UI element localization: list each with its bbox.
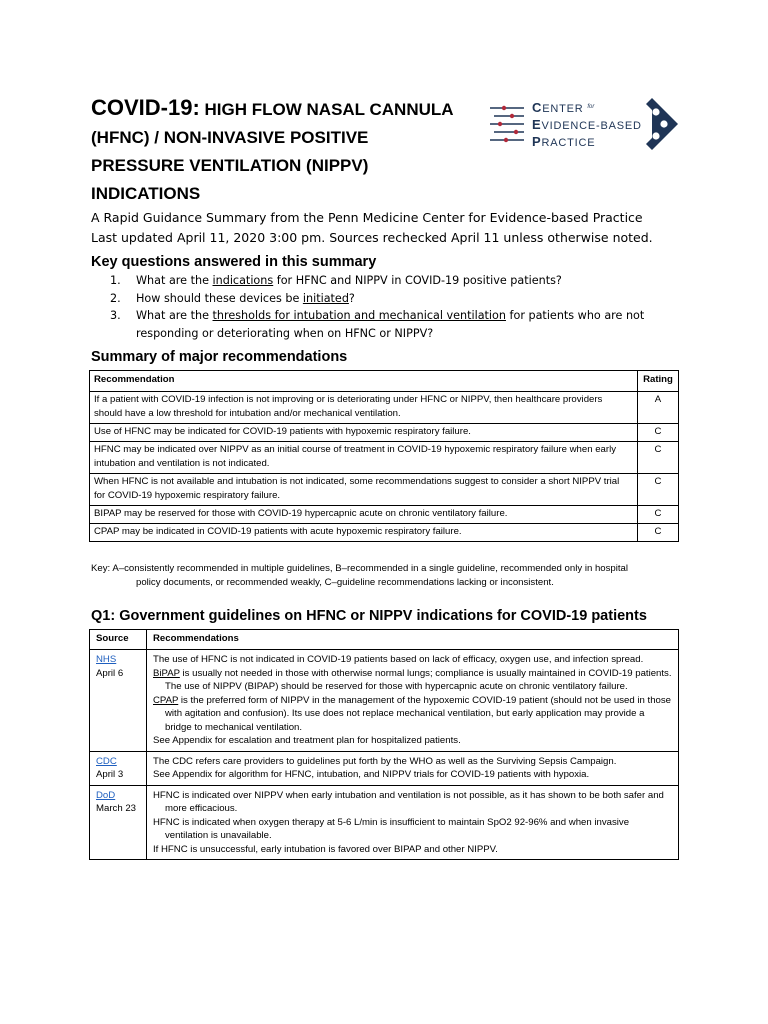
document-title [91, 94, 491, 208]
key-questions-heading: Key questions answered in this summary [91, 254, 377, 270]
logo-cap-c: C [532, 100, 543, 115]
logo-evidence: VIDENCE-BASED [541, 120, 642, 132]
center-logo [490, 96, 680, 152]
logo-diamond-icon [642, 96, 682, 152]
question-number: 2. [110, 291, 121, 305]
rating-cell: C [638, 524, 679, 542]
table-row [90, 506, 679, 524]
recommendation-cell: Use of HFNC may be indicated for COVID-19 patients with hypoxemic respiratory failure. [90, 424, 638, 442]
source-date: April 3 [96, 769, 124, 780]
source-link-dod[interactable]: DoD [96, 789, 116, 801]
question-text: What are the [136, 309, 213, 322]
question-number: 3. [110, 309, 121, 322]
item-text: is the preferred form of NIPPV in the management of the hypoxemic COVID-19 patient (should not be used in those with agitation and confusion). Its use does not replace mechanical ventilation, but early application may provide a bridge to mechanical ventilation. [165, 694, 671, 733]
title-line4: INDICATIONS [91, 184, 201, 203]
source-date: April 6 [96, 667, 124, 679]
table-row [90, 442, 679, 474]
table-header-row [90, 630, 679, 650]
source-cell [90, 650, 147, 752]
rating-cell: A [638, 392, 679, 424]
item-underlined: BiPAP [153, 667, 180, 679]
question-underlined: initiated [302, 291, 349, 305]
recommendation-cell: If a patient with COVID-19 infection is not improving or is deteriorating under HFNC or NIPPV, then healthcare providers should have a low threshold for intubation and/or mechanical ventilation. [90, 392, 638, 424]
table-row [90, 751, 679, 785]
recommendations-table [89, 370, 679, 542]
recommendation-cell: CPAP may be indicated in COVID-19 patients with acute hypoxemic respiratory failure. [90, 524, 638, 542]
rating-cell: C [638, 474, 679, 506]
item-underlined: CPAP [153, 694, 179, 706]
list-item [153, 667, 672, 694]
rating-key-line2: policy documents, or recommended weakly, C–guideline recommendations lacking or inconsistent. [136, 577, 554, 588]
table-row [90, 392, 679, 424]
table-header-row [90, 371, 679, 392]
summary-heading: Summary of major recommendations [91, 349, 348, 365]
rating-cell: C [638, 424, 679, 442]
list-item [110, 307, 690, 342]
subtitle-line1: A Rapid Guidance Summary from the Penn Medicine Center for Evidence-based Practice [91, 210, 643, 225]
title-line2: (HFNC) / NON-INVASIVE POSITIVE [91, 128, 369, 147]
source-cell [90, 751, 147, 785]
question-underlined: indications [212, 274, 274, 287]
column-header-recommendations: Recommendations [147, 630, 679, 650]
recommendation-cell: HFNC may be indicated over NIPPV as an initial course of treatment in COVID-19 hypoxemic respiratory failure when early intubation and ventilation is not indicated. [90, 442, 638, 474]
recommendations-cell [147, 785, 679, 860]
logo-for: for [587, 104, 595, 110]
list-item: If HFNC is unsuccessful, early intubation is favored over BIPAP and other NIPPV. [153, 843, 498, 855]
logo-cap-e: E [532, 117, 542, 132]
table-row [90, 785, 679, 860]
question-number: 1. [110, 274, 121, 287]
subtitle-line2: Last updated April 11, 2020 3:00 pm. Sources rechecked April 11 unless otherwise noted. [91, 230, 653, 245]
source-link-nhs[interactable]: NHS [96, 654, 117, 665]
question-underlined: thresholds for intubation and mechanical ventilation [212, 309, 506, 322]
list-item: See Appendix for algorithm for HFNC, intubation, and NIPPV trials for COVID-19 patients with hypoxia. [153, 769, 590, 780]
guidelines-table [89, 629, 679, 860]
list-item: See Appendix for escalation and treatment plan for hospitalized patients. [153, 735, 461, 746]
question-text: responding or deteriorating when on HFNC or NIPPV? [136, 326, 434, 340]
document-subtitle [91, 208, 691, 248]
logo-cap-p: P [532, 134, 542, 149]
question-text: for HFNC and NIPPV in COVID-19 positive patients? [273, 274, 562, 287]
title-prefix: COVID-19: [91, 95, 200, 120]
table-row [90, 650, 679, 752]
title-line1: HIGH FLOW NASAL CANNULA [204, 100, 454, 119]
logo-ractice: RACTICE [541, 137, 596, 149]
table-row [90, 474, 679, 506]
rating-cell: C [638, 506, 679, 524]
question-text: How should these devices be [136, 291, 303, 305]
recommendations-cell [147, 650, 679, 752]
list-item [110, 290, 690, 308]
list-item: The use of HFNC is not indicated in COVID-19 patients based on lack of efficacy, oxygen use, and infection spread. [153, 654, 644, 665]
logo-lines-icon [490, 102, 526, 146]
logo-enter: ENTER [542, 103, 584, 115]
column-header-recommendation: Recommendation [90, 371, 638, 392]
question-text: What are the [136, 274, 213, 287]
table-row [90, 424, 679, 442]
list-item: HFNC is indicated when oxygen therapy at 5-6 L/min is insufficient to maintain SpO2 92-96% and when invasive ventilation is unavailable. [153, 816, 630, 841]
key-questions-list [110, 272, 690, 342]
list-item [110, 272, 690, 290]
list-item: HFNC is indicated over NIPPV when early intubation and ventilation is not possible, as it has shown to be both safer and more efficacious. [153, 789, 664, 814]
column-header-rating: Rating [638, 371, 679, 392]
column-header-source: Source [90, 630, 147, 650]
rating-key-line1: Key: A–consistently recommended in multiple guidelines, B–recommended in a single guideline, recommended only in hospital [91, 563, 629, 574]
list-item [153, 694, 672, 735]
q1-heading: Q1: Government guidelines on HFNC or NIPPV indications for COVID-19 patients [91, 608, 647, 624]
source-date: March 23 [96, 803, 136, 814]
list-item: The CDC refers care providers to guidelines put forth by the WHO as well as the Surviving Sepsis Campaign. [153, 755, 617, 767]
item-text: is usually not needed in those with otherwise normal lungs; compliance is usually maintained in COVID-19 patients. The use of NIPPV (BIPAP) should be reserved for those with hypercapnic acute on chronic ventilatory failure. [165, 667, 672, 692]
recommendations-cell [147, 751, 679, 785]
title-line3: PRESSURE VENTILATION (NIPPV) [91, 156, 369, 175]
question-text: ? [348, 291, 355, 305]
logo-text [532, 100, 652, 151]
source-cell [90, 785, 147, 860]
table-row [90, 524, 679, 542]
question-text: for patients who are not [505, 309, 645, 322]
rating-key [91, 562, 681, 590]
rating-cell: C [638, 442, 679, 474]
source-link-cdc[interactable]: CDC [96, 755, 117, 767]
recommendation-cell: When HFNC is not available and intubation is not indicated, some recommendations suggest to consider a short NIPPV trial for COVID-19 hypoxemic respiratory failure. [90, 474, 638, 506]
recommendation-cell: BIPAP may be reserved for those with COVID-19 hypercapnic acute on chronic ventilatory failure. [90, 506, 638, 524]
